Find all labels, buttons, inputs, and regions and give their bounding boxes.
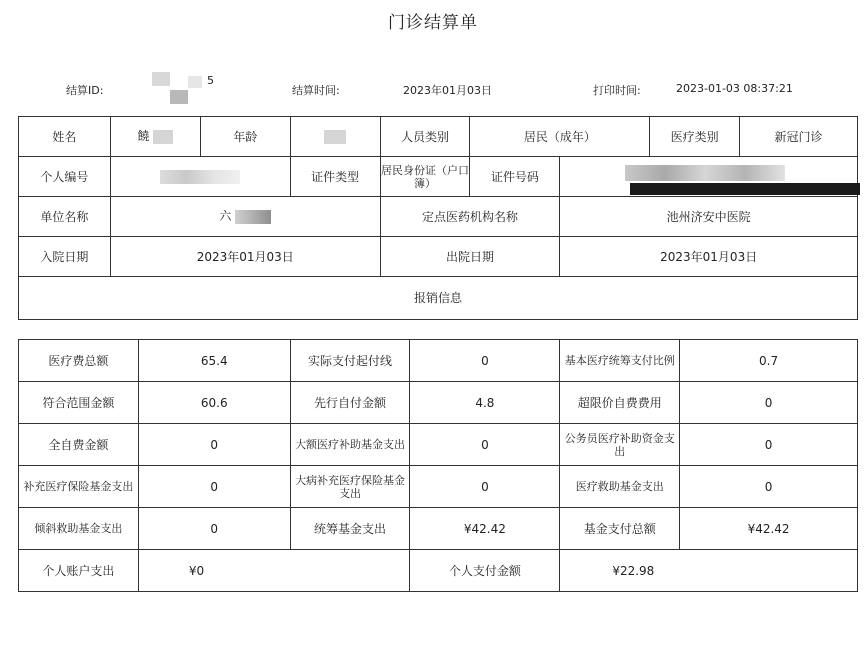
settle-time-label: 结算时间: [292, 84, 340, 97]
reimb-value: 0 [680, 382, 858, 424]
reimb-label: 倾斜救助基金支出 [19, 508, 139, 550]
reimb-label: 基金支付总额 [560, 508, 680, 550]
reimb-value: ¥42.42 [680, 508, 858, 550]
reimb-value: 0 [410, 466, 560, 508]
reimb-row [19, 508, 858, 550]
reimb-value: 0 [680, 424, 858, 466]
reimb-value: 65.4 [138, 340, 290, 382]
reimb-label: 补充医疗保险基金支出 [19, 466, 139, 508]
reimb-value: 0 [410, 424, 560, 466]
med-type-label: 医疗类别 [650, 117, 740, 157]
name-text: 饒 [137, 129, 150, 144]
redaction-block [160, 170, 240, 184]
reimb-value: 0 [138, 424, 290, 466]
redaction-block [324, 130, 346, 144]
institution-label: 定点医药机构名称 [380, 197, 560, 237]
reimb-label: 公务员医疗补助资金支出 [560, 424, 680, 466]
reimb-row [19, 466, 858, 508]
document-title: 门诊结算单 [388, 13, 478, 33]
admit-date-value: 2023年01月03日 [110, 237, 380, 277]
reimb-label: 医疗救助基金支出 [560, 466, 680, 508]
unit-text: 六 [219, 209, 232, 224]
reimb-value: ¥22.98 [560, 550, 858, 592]
reimb-value: 0 [410, 340, 560, 382]
cert-type-label: 证件类型 [290, 157, 380, 197]
reimb-label: 基本医疗统筹支付比例 [560, 340, 680, 382]
reimb-value: 0 [138, 466, 290, 508]
age-value [290, 117, 380, 157]
reimb-label: 统筹基金支出 [290, 508, 410, 550]
print-time-label: 打印时间: [593, 84, 641, 97]
unit-label: 单位名称 [19, 197, 111, 237]
reimb-label: 个人支付金额 [410, 550, 560, 592]
reimb-label: 先行自付金额 [290, 382, 410, 424]
settle-id-label: 结算ID: [66, 84, 104, 97]
reimb-row [19, 550, 858, 592]
redaction-block [170, 90, 188, 104]
unit-value [110, 197, 380, 237]
reimb-section-header: 报销信息 [19, 277, 858, 320]
reimb-value: 4.8 [410, 382, 560, 424]
person-type-label: 人员类别 [380, 117, 470, 157]
redaction-bar [630, 183, 860, 195]
reimbursement-table [18, 339, 858, 592]
age-label: 年龄 [200, 117, 290, 157]
cert-no-label: 证件号码 [470, 157, 560, 197]
reimb-label: 个人账户支出 [19, 550, 139, 592]
name-label: 姓名 [19, 117, 111, 157]
discharge-date-value: 2023年01月03日 [560, 237, 858, 277]
info-row [19, 117, 858, 157]
reimb-value: ¥42.42 [410, 508, 560, 550]
reimb-label: 超限价自费费用 [560, 382, 680, 424]
reimb-row [19, 340, 858, 382]
reimb-row [19, 382, 858, 424]
reimb-label: 大额医疗补助基金支出 [290, 424, 410, 466]
reimb-value: 60.6 [138, 382, 290, 424]
redaction-block [235, 210, 271, 224]
discharge-date-label: 出院日期 [380, 237, 560, 277]
reimb-header-row [19, 277, 858, 320]
reimb-value: ¥0 [138, 550, 410, 592]
institution-value: 池州济安中医院 [560, 197, 858, 237]
reimb-value: 0 [680, 466, 858, 508]
reimb-label: 全自费金额 [19, 424, 139, 466]
info-row [19, 197, 858, 237]
info-row [19, 157, 858, 197]
settle-time-value: 2023年01月03日 [403, 84, 492, 97]
name-value [110, 117, 200, 157]
patient-info-table [18, 116, 858, 320]
info-row [19, 237, 858, 277]
admit-date-label: 入院日期 [19, 237, 111, 277]
redaction-block [188, 76, 202, 88]
reimb-value: 0 [138, 508, 290, 550]
person-type-value: 居民（成年） [470, 117, 650, 157]
settle-id-suffix: 5 [207, 74, 214, 87]
reimb-label: 大病补充医疗保险基金支出 [290, 466, 410, 508]
person-no-value [110, 157, 290, 197]
person-no-label: 个人编号 [19, 157, 111, 197]
med-type-value: 新冠门诊 [740, 117, 858, 157]
print-time-value: 2023-01-03 08:37:21 [676, 82, 793, 95]
reimb-label: 医疗费总额 [19, 340, 139, 382]
reimb-label: 符合范围金额 [19, 382, 139, 424]
reimb-value: 0.7 [680, 340, 858, 382]
cert-no-value [560, 157, 858, 197]
redaction-block [153, 130, 173, 144]
reimb-row [19, 424, 858, 466]
redaction-block [625, 165, 785, 181]
reimb-label: 实际支付起付线 [290, 340, 410, 382]
redaction-block [152, 72, 170, 86]
cert-type-value: 居民身份证（户口簿） [380, 157, 470, 197]
